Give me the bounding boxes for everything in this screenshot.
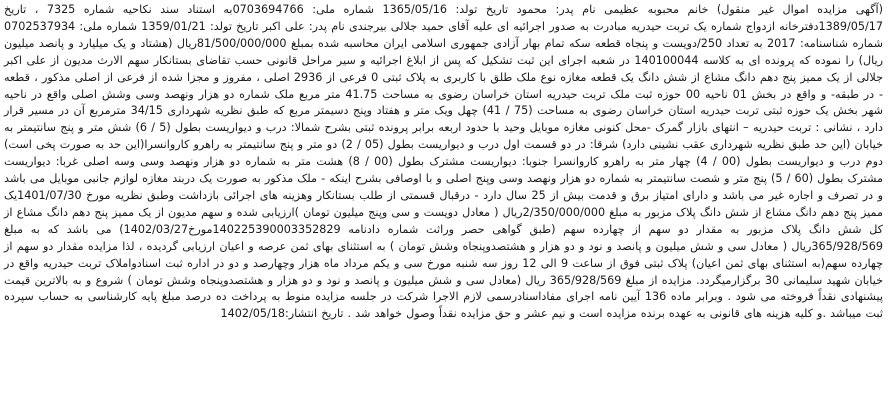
notice-body: (آگهی مزایده اموال غیر منقول) خانم محبوبه عظیمی نام پدر: محمود تاریخ تولد: 1365/05/16 شماره ملی: 0703694766به استناد سند نکاحیه شماره 7325 ، تاریخ 1389/05/17دفترخانه ازدواج شماره یک تربت حیدریه مبادرت به صدور اجرائیه ای علیه آقای حمید جلالی بیرجندی نام پدر: علی اکبر تاریخ تولد: 1359/01/21 شماره ملی: 0702537934 شماره شناسنامه: 2017 به تعداد 250/دویست و پنجاه قطعه سکه تمام بهار آزادی جمهوری اسلامی ایران محاسبه شده بمبلغ 81/500/000/000ریال (هشتاد و یک میلیارد و پانصد میلیون ریال) را نموده که پرونده ای به کلاسه 140100044 در شعبه اجرای این ثبت تشکیل که پس از ابلاغ اجرائیه و سیر مراحل قانونی حسب تقاضای بستانکار سهم الارث مدیون از علی اکبر جلالی از یک ممیز پنج دهم دانگ مشاع از شش دانگ یک قطعه مغازه نوع ملک طلق با کاربری به پلاک ثبتی 0 فرعی از 2936 اصلی ، مفروز و مجزا شده از فرعی از اصلی مذکور ، قطعه - در طبقه- و واقع در بخش 01 ناحیه 00 حوزه ثبت ملک تربت حیدریه استان خراسان رضوی به مساحت 41.75 متر مربع ملک شماره دو هزار ونهصد وسی وشش اصلی واقع در ناحیه شهر بخش یک حوزه ثبتی تربت حیدریه استان خراسان رضوی به مساحت (75 / 41) چهل ویک متر و هفتاد وپنج دسیمتر مربع که طبق نظریه شهرداری 34/15 مترمربع آن در مسیر قرار دارد ، نشانی : تربت حیدریه – انتهای بازار گمرک -محل کنونی مغازه موبایل وحید با حدود اربعه برابر پرونده ثبتی بشرح شمالا: درب و دیواریست بطول (5 / 6) شش متر و پنج سانتیمتر به خیابان (این حد طبق نظریه شهرداری عقب نشینی دارد) شرقا: در دو قسمت اول درب و دیواریست بطول (05 / 2) دو متر و پنج سانتیمتر به راهرو کاروانسرا(این حد به صورت پخی است) دوم درب و دیواریست بطول (00 / 4) چهار متر به راهرو کاروانسرا جنوبا: دیواریست مشترک بطول (00 / 8) هشت متر به شماره دو هزار ونهصد وسی وسه اصلی غربا: دیواریست مشترک بطول (60 / 5) پنج متر و شصت سانتیمتر به شماره دو هزار ونهصد وسی وپنج اصلی و با اوصافی بشرح اینکه - ملک مذکور به صورت یک دربند مغازه لوازم جانبی موبایل می باشد و در تصرف و اجاره غیر می باشد و دارای امتیاز برق و قدمت بیش از 25 سال دارد - درقبال قسمتی از طلب بستانکار وهزینه های اجرائی بازداشت وطبق نظریه مورخ 1401/07/30یک ممیز پنج دهم دانگ مشاع از شش دانگ پلاک مزبور به مبلغ 2/350/000/000ریال ( معادل دویست و سی وپنج میلیون تومان )ارزیابی شده و سهم مدیون از یک ممیز پنج دهم دانگ مشاع از کل شش دانگ پلاک مزبور به مقدار دو سهم از چهارده سهم (طبق گواهی حصر وراثت شماره دادنامه 140225390003352829مورخ1402/03/27) می باشد که به مبلغ 365/928/569ریال ( معادل سی و شش میلیون و پانصد و نود و دو هزار و هشتصدوپنجاه وشش تومان ) به استثنای بهای ثمن عرصه و اعیان ارزیابی گردیده ، لذا مزایده مقدار دو سهم از چهارده سهم(به استثنای بهای ثمن اعیان) پلاک ثبتی فوق از ساعت 9 الی 12 روز سه شنبه مورخ سی و یکم مرداد ماه هزار وچهارصد و دو در اداره ثبت اسنادواملاک تربت حیدریه واقع در خیابان شهید سلیمانی 30 برگزارمیگردد. مزایده از مبلغ 365/928/569 ریال (معادل سی و شش میلیون و پانصد و نود و دو هزار و هشتصدوپنجاه وشش تومان ) شروع و به بالاترین قیمت پیشنهادی نقداً فروخته می شود . وبرابر ماده 136 آیین نامه اجرای مفاداسنادرسمی لازم الاجرا شرکت در جلسه مزایده منوط به پرداخت ده درصد مبلغ پایه کارشناسی به حساب سپرده ثبت میباشد .و کلیه هزینه های قانونی به عهده برنده مزایده است و نیم عشر و حق مزایده نقداً وصول خواهد شد . تاریخ انتشار:1402/05/18 <box>4 3 884 321</box>
